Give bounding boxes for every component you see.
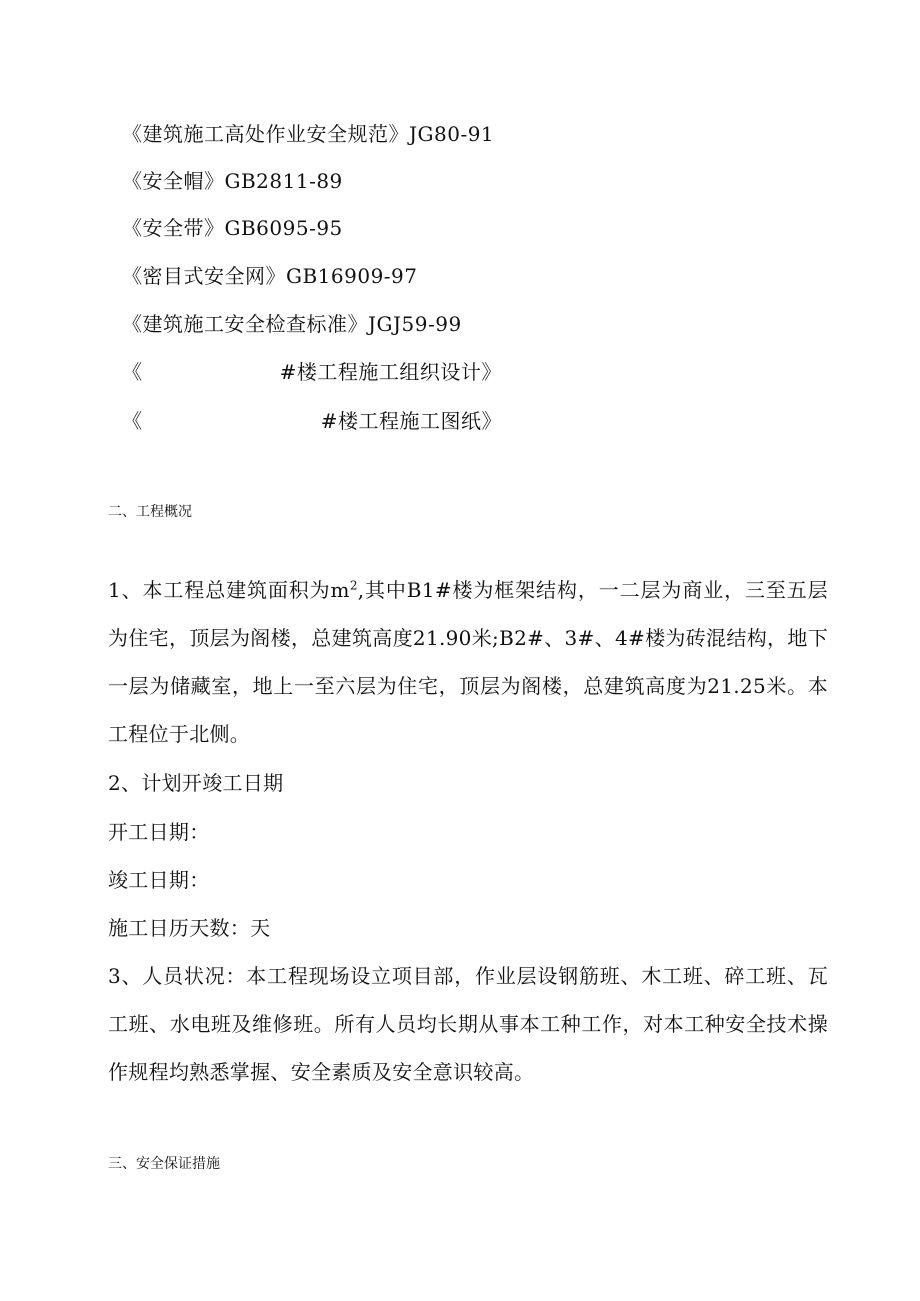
calendar-days-line: 施工日历天数：天 bbox=[108, 916, 271, 940]
area-superscript: 2 bbox=[349, 578, 358, 593]
reference-item: 《 #楼工程施工组织设计》 bbox=[122, 360, 502, 384]
start-date-line: 开工日期： bbox=[108, 820, 210, 844]
reference-item: 《密目式安全网》GB16909-97 bbox=[122, 264, 418, 288]
overview-text-start: 1、本工程总建筑面积为m bbox=[108, 578, 350, 602]
section-heading: 二、工程概况 bbox=[108, 504, 192, 520]
schedule-heading: 2、计划开竣工日期 bbox=[108, 771, 284, 795]
overview-paragraph bbox=[108, 566, 828, 758]
overview-text-rest: ,其中B1#楼为框架结构，一二层为商业，三至五层为住宅，顶层为阁楼，总建筑高度21.90米;B2#、3#、4#楼为砖混结构，地下一层为储藏室，地上一至六层为住宅，顶层为阁楼，总建筑高度为21.25米。本工程位于北侧。 bbox=[108, 578, 828, 746]
end-date-line: 竣工日期： bbox=[108, 868, 210, 892]
reference-item: 《安全帽》GB2811-89 bbox=[122, 169, 343, 193]
reference-item: 《 #楼工程施工图纸》 bbox=[122, 409, 503, 433]
reference-item: 《安全带》GB6095-95 bbox=[122, 216, 343, 240]
reference-item: 《建筑施工安全检查标准》JGJ59-99 bbox=[122, 312, 462, 336]
reference-item: 《建筑施工高处作业安全规范》JG80-91 bbox=[122, 122, 495, 146]
personnel-paragraph: 3、人员状况：本工程现场设立项目部，作业层设钢筋班、木工班、碎工班、瓦工班、水电班及维修班。所有人员均长期从事本工种工作，对本工种安全技术操作规程均熟悉掌握、安全素质及安全意识较高。 bbox=[108, 964, 828, 1084]
section-heading: 三、安全保证措施 bbox=[108, 1156, 220, 1172]
